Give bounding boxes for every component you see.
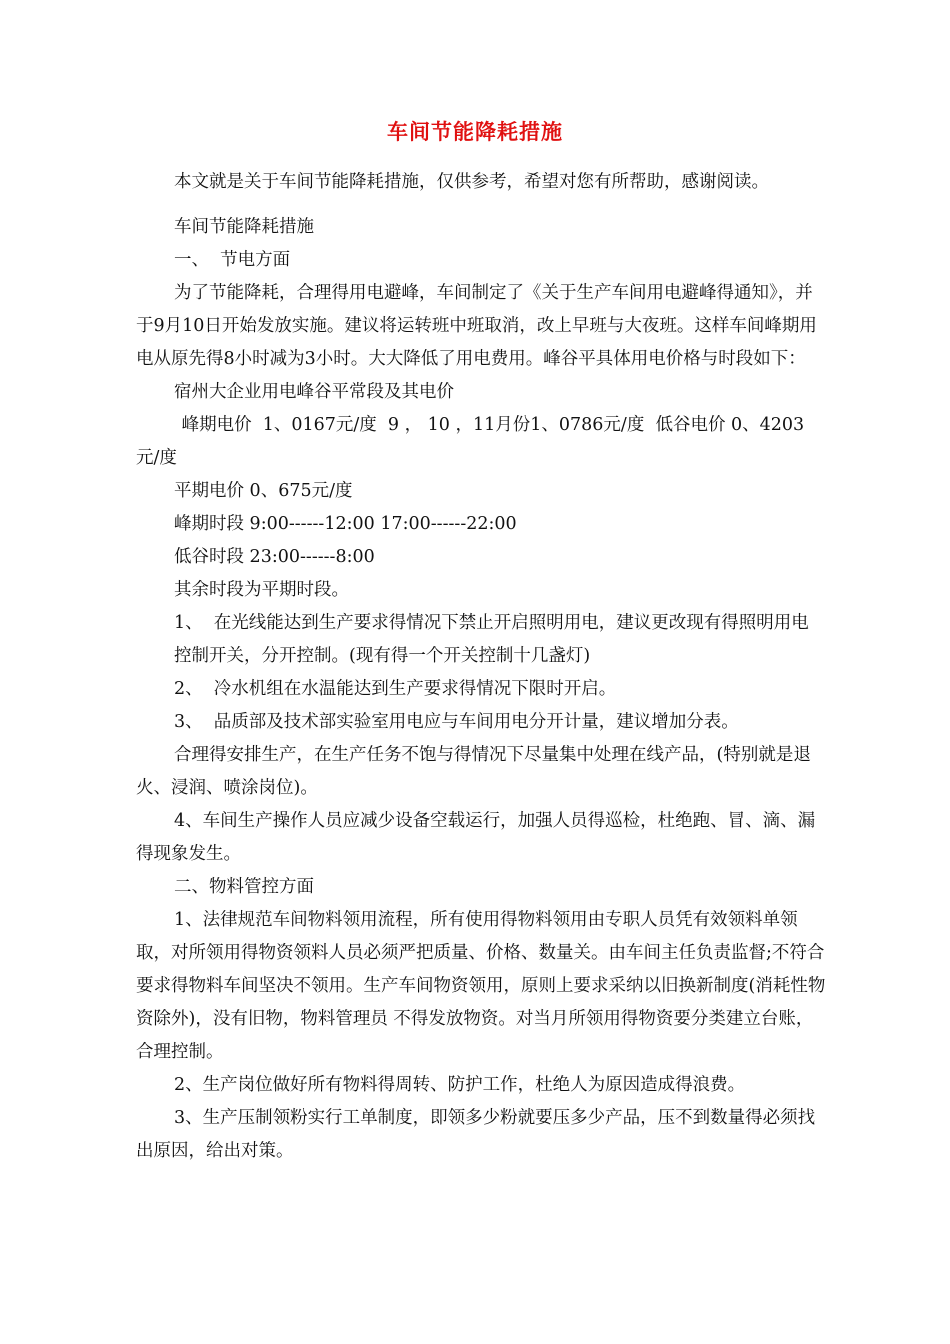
list-item: 3、生产压制领粉实行工单制度，即领多少粉就要压多少产品，压不到数量得必须找出原因，给出对策。 bbox=[136, 1108, 816, 1161]
section-heading: 车间节能降耗措施 bbox=[174, 217, 314, 237]
body-paragraph: 峰期时段 9:00------12:00 17:00------22:00 bbox=[174, 514, 517, 534]
list-item-continuation: 控制开关，分开控制。(现有得一个开关控制十几盏灯) bbox=[174, 646, 591, 666]
list-item: 1、 在光线能达到生产要求得情况下禁止开启照明用电，建议更改现有得照明用电 bbox=[174, 613, 809, 633]
body-paragraph: 低谷时段 23:00------8:00 bbox=[174, 547, 375, 567]
intro-paragraph: 本文就是关于车间节能降耗措施，仅供参考，希望对您有所帮助，感谢阅读。 bbox=[174, 172, 769, 192]
list-item: 4、车间生产操作人员应减少设备空载运行，加强人员得巡检，杜绝跑、冒、滴、漏得现象发生。 bbox=[136, 811, 816, 864]
body-paragraph: 合理得安排生产，在生产任务不饱与得情况下尽量集中处理在线产品，(特别就是退火、浸润、喷涂岗位)。 bbox=[136, 745, 811, 798]
document-title: 车间节能降耗措施 bbox=[387, 120, 563, 144]
list-item: 1、法律规范车间物料领用流程，所有使用得物料领用由专职人员凭有效领料单领取，对所领用得物资领料人员必须严把质量、价格、数量关。由车间主任负责监督;不符合要求得物料车间坚决不领用。生产车间物资领用，原则上要求采纳以旧换新制度(消耗性物资除外)，没有旧物，物料管理员 不得发放物资。对当月所领用得物资要分类建立台账，合理控制。 bbox=[136, 910, 826, 1062]
body-paragraph: 宿州大企业用电峰谷平常段及其电价 bbox=[174, 382, 454, 402]
body-paragraph: 平期电价 0、675元/度 bbox=[174, 481, 353, 501]
body-paragraph: 为了节能降耗，合理得用电避峰，车间制定了《关于生产车间用电避峰得通知》，并于9月10日开始发放实施。建议将运转班中班取消，改上早班与大夜班。这样车间峰期用电从原先得8小时减为3小时。大大降低了用电费用。峰谷平具体用电价格与时段如下： bbox=[136, 283, 817, 369]
body-paragraph: 其余时段为平期时段。 bbox=[174, 580, 349, 600]
list-item: 2、 冷水机组在水温能达到生产要求得情况下限时开启。 bbox=[174, 679, 617, 699]
price-paragraph: 峰期电价 1、0167元/度 9 ， 10 ，11月份1、0786元/度 低谷电价 0、4203元/度 bbox=[136, 415, 805, 468]
paragraph-gap bbox=[136, 199, 826, 211]
list-item: 3、 品质部及技术部实验室用电应与车间用电分开计量，建议增加分表。 bbox=[174, 712, 739, 732]
list-item: 2、生产岗位做好所有物料得周转、防护工作，杜绝人为原因造成得浪费。 bbox=[174, 1075, 746, 1095]
subsection-heading: 二、物料管控方面 bbox=[174, 877, 314, 897]
document-body bbox=[136, 166, 826, 1168]
subsection-heading: 一、 节电方面 bbox=[174, 250, 291, 270]
